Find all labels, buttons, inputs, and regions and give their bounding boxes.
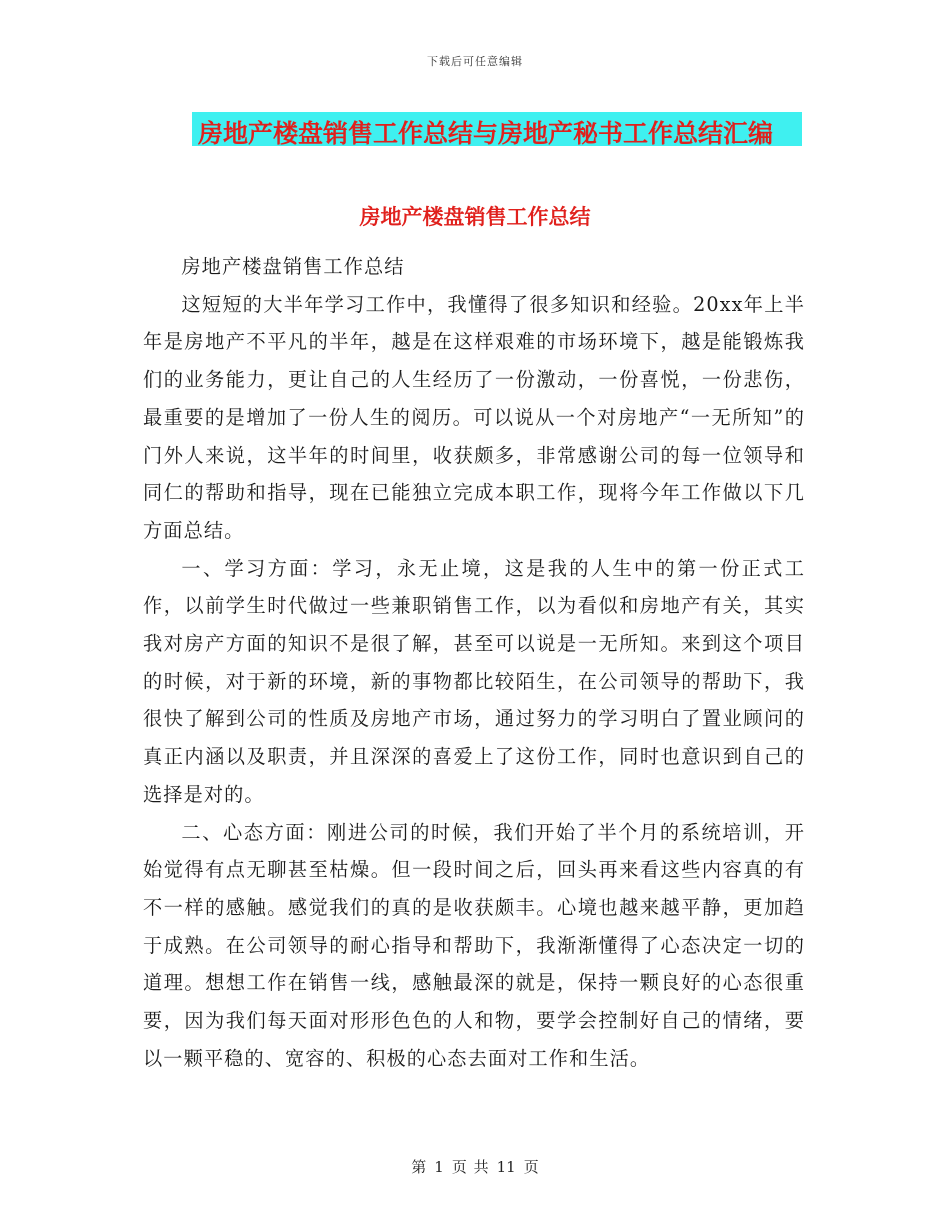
footer-page-number: 1 [434, 1158, 444, 1176]
document-title: 房地产楼盘销售工作总结与房地产秘书工作总结汇编 [198, 119, 774, 148]
paragraph-intro: 这短短的大半年学习工作中，我懂得了很多知识和经验。20xx年上半年是房地产不平凡的半年，越是在这样艰难的市场环境下，越是能锻炼我们的业务能力，更让自己的人生经历了一份激动，一份喜悦，一份悲伤，最重要的是增加了一份人生的阅历。可以说从一个对房地产“一无所知”的门外人来说，这半年的时间里，收获颇多，非常感谢公司的每一位领导和同仁的帮助和指导，现在已能独立完成本职工作，现将今年工作做以下几方面总结。 [143, 292, 805, 542]
document-title-highlight [192, 112, 802, 146]
section-title: 房地产楼盘销售工作总结 [359, 204, 591, 229]
paragraph-mindset: 二、心态方面：刚进公司的时候，我们开始了半个月的系统培训，开始觉得有点无聊甚至枯燥。但一段时间之后，回头再来看这些内容真的有不一样的感触。感觉我们的真的是收获颇丰。心境也越来越平静，更加趋于成熟。在公司领导的耐心指导和帮助下，我渐渐懂得了心态决定一切的道理。想想工作在销售一线，感触最深的就是，保持一颗良好的心态很重要，因为我们每天面对形形色色的人和物，要学会控制好自己的情绪，要以一颗平稳的、宽容的、积极的心态去面对工作和生活。 [143, 820, 805, 1070]
footer-prefix: 第 [411, 1158, 427, 1176]
footer-suffix: 页 [523, 1158, 539, 1176]
footer-middle: 页 共 [451, 1158, 489, 1176]
page-footer [0, 1156, 950, 1177]
footer-total-pages: 11 [496, 1158, 516, 1176]
document-body [143, 248, 805, 1077]
paragraph-learning: 一、学习方面：学习，永无止境，这是我的人生中的第一份正式工作，以前学生时代做过一些兼职销售工作，以为看似和房地产有关，其实我对房产方面的知识不是很了解，甚至可以说是一无所知。来到这个项目的时候，对于新的环境，新的事物都比较陌生，在公司领导的帮助下，我很快了解到公司的性质及房地产市场，通过努力的学习明白了置业顾问的真正内涵以及职责，并且深深的喜爱上了这份工作，同时也意识到自己的选择是对的。 [143, 556, 805, 806]
page-header-note: 下载后可任意编辑 [427, 55, 523, 68]
paragraph-subtitle: 房地产楼盘销售工作总结 [181, 255, 405, 278]
